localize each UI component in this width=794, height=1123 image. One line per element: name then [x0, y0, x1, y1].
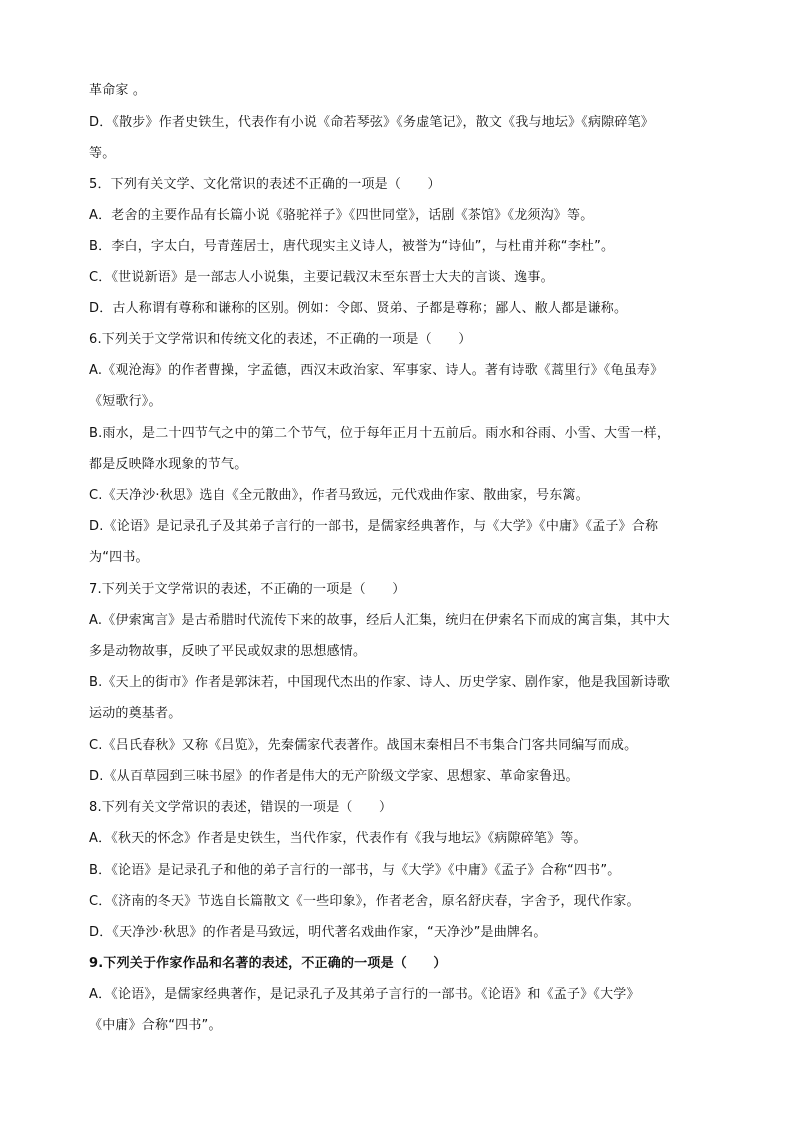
text-line: D．《散步》作者史铁生，代表作有小说《命若琴弦》《务虚笔记》，散文《我与地坛》《病隙碎笔》: [89, 115, 655, 130]
option-b: B．《论语》是记录孔子和他的弟子言行的一部书，与《大学》《中庸》《孟子》合称“四书”。: [89, 863, 621, 878]
question-6-stem: 6.下列关于文学常识和传统文化的表述，不正确的一项是（ ）: [89, 332, 472, 347]
text-line: 等。: [89, 146, 116, 161]
text-line: 为“四书。: [89, 550, 149, 565]
option-a: A．《秋天的怀念》作者是史铁生，当代作家，代表作有《我与地坛》《病隙碎笔》等。: [89, 831, 587, 846]
option-a: A.《伊索寓言》是古希腊时代流传下来的故事，经后人汇集，统归在伊索名下而成的寓言集，其中大: [89, 613, 670, 628]
option-a: A.《观沧海》的作者曹操，字孟德，西汉末政治家、军事家、诗人。著有诗歌《蒿里行》《龟虽寿》: [89, 363, 664, 378]
option-c: C.《吕氏春秋》又称《吕览》，先秦儒家代表著作。战国末秦相吕不韦集合门客共同编写而成。: [89, 738, 638, 753]
option-c: C．《世说新语》是一部志人小说集，主要记载汉末至东晋士大夫的言谈、逸事。: [89, 270, 554, 285]
option-c: C.《天净沙·秋思》选自《全元散曲》，作者马致远，元代戏曲作家、散曲家，号东篱。: [89, 488, 589, 503]
option-b: B.《天上的街市》作者是郭沫若，中国现代杰出的作家、诗人、历史学家、剧作家，他是我国新诗歌: [89, 675, 671, 690]
question-8-stem: 8.下列有关文学常识的表述，错误的一项是（ ）: [89, 800, 393, 815]
option-d: D．古人称谓有尊称和谦称的区别。例如：令郎、贤弟、子都是尊称；鄙人、敝人都是谦称。: [89, 301, 628, 316]
question-9-stem: 9.下列关于作家作品和名著的表述，不正确的一项是（ ）: [89, 956, 447, 971]
text-line: 《中庸》合称“四书”。: [89, 1018, 222, 1033]
option-b: B．李白，字太白，号青莲居士，唐代现实主义诗人，被誉为“诗仙”，与杜甫并称“李杜”。: [89, 239, 615, 254]
option-d: D.《从百草园到三味书屋》的作者是伟大的无产阶级文学家、思想家、革命家鲁迅。: [89, 769, 579, 784]
option-d: D．《天净沙·秋思》的作者是马致远，明代著名戏曲作家，“天净沙”是曲牌名。: [89, 925, 547, 940]
option-b: B.雨水，是二十四节气之中的第二个节气，位于每年正月十五前后。雨水和谷雨、小雪、大雪一样，: [89, 426, 671, 441]
option-d: D.《论语》是记录孔子及其弟子言行的一部书，是儒家经典著作，与《大学》《中庸》《孟子》合称: [89, 519, 659, 534]
text-line: 都是反映降水现象的节气。: [89, 457, 248, 472]
option-c: C．《济南的冬天》节选自长篇散文《一些印象》，作者老舍，原名舒庆春，字舍予，现代作家。: [89, 894, 640, 909]
option-a: A．老舍的主要作品有长篇小说《骆驼祥子》《四世同堂》，话剧《茶馆》《龙须沟》等。: [89, 208, 594, 223]
text-line: 多是动物故事，反映了平民或奴隶的思想感情。: [89, 644, 367, 659]
text-line: 革命家 。: [89, 83, 147, 98]
text-line: 运动的奠基者。: [89, 706, 182, 721]
question-7-stem: 7.下列关于文学常识的表述，不正确的一项是（ ）: [89, 582, 406, 597]
text-line: 《短歌行》。: [89, 394, 162, 409]
question-5-stem: 5．下列有关文学、文化常识的表述不正确的一项是（ ）: [89, 177, 441, 192]
option-a: A．《论语》，是儒家经典著作，是记录孔子及其弟子言行的一部书。《论语》和《孟子》《大学》: [89, 987, 640, 1002]
